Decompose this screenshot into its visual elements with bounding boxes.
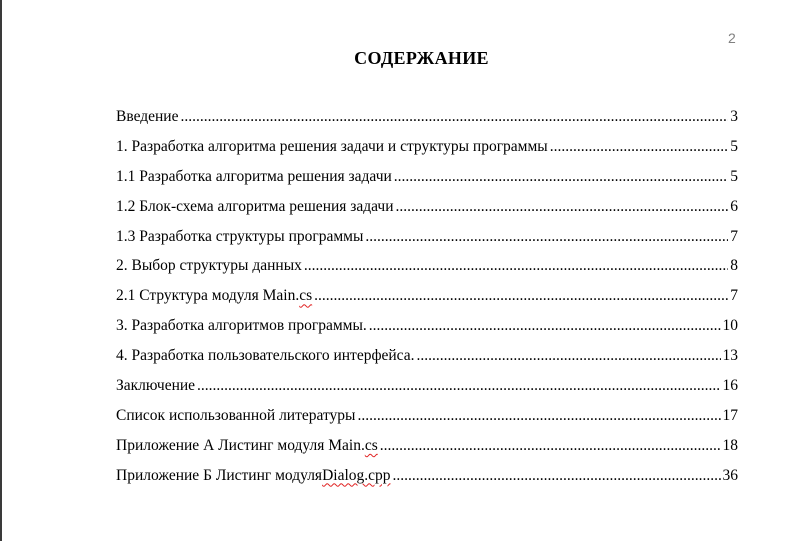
toc-entry-appendix-a[interactable]	[116, 436, 738, 466]
toc-dot-leader	[304, 256, 728, 276]
toc-entry-label: 3. Разработка алгоритмов программы.	[116, 317, 367, 335]
toc-entry-section-1[interactable]	[116, 137, 738, 167]
page-number: 2	[728, 30, 736, 46]
toc-entry-page: 6	[730, 197, 738, 215]
spellcheck-flagged-word: cs	[299, 287, 313, 305]
toc-entry-label: 1.3 Разработка структуры программы	[116, 227, 364, 245]
toc-entry-label: Заключение	[116, 377, 196, 395]
toc-entry-label: 1.1 Разработка алгоритма решения задачи	[116, 167, 392, 185]
toc-dot-leader	[393, 466, 721, 486]
toc-entry-page: 17	[722, 406, 738, 424]
toc-entry-page: 7	[730, 287, 738, 305]
toc-dot-leader	[365, 227, 728, 247]
toc-entry-label: Список использованной литературы	[116, 406, 356, 424]
toc-entry-page: 8	[730, 257, 738, 275]
toc-entry-page: 5	[730, 167, 738, 185]
toc-entry-references[interactable]	[116, 406, 738, 436]
toc-entry-label: 2. Выбор структуры данных	[116, 257, 302, 275]
toc-entry-page: 36	[722, 466, 738, 484]
toc-entry-page: 16	[722, 377, 738, 395]
spellcheck-flagged-word: Dialog.cpp	[322, 466, 391, 484]
toc-entry-page: 7	[730, 227, 738, 245]
toc-entry-label: Введение	[116, 108, 179, 125]
toc-dot-leader	[197, 376, 720, 396]
toc-entry-page: 13	[722, 347, 738, 365]
toc-entry-section-1-1[interactable]	[116, 167, 738, 197]
toc-entry-label: 1. Разработка алгоритма решения задачи и структуры программы	[116, 137, 548, 155]
toc-entry-label	[116, 286, 312, 306]
toc-entry-conclusion[interactable]	[116, 376, 738, 406]
toc-dot-leader	[357, 406, 720, 426]
toc-entry-appendix-b[interactable]	[116, 466, 738, 496]
toc-entry-label	[116, 436, 378, 456]
toc-dot-leader	[417, 346, 721, 366]
toc-entry-label	[116, 466, 391, 486]
toc-entry-label-text: Приложение Б Листинг модуля	[116, 466, 323, 484]
toc-dot-leader	[396, 197, 729, 217]
page-left-edge	[0, 0, 2, 541]
toc-entry-label-text: 2.1 Структура модуля Main.	[116, 287, 300, 305]
spellcheck-flagged-word: cs	[364, 436, 378, 454]
toc-dot-leader	[394, 167, 728, 187]
toc-entry-label: 1.2 Блок-схема алгоритма решения задачи	[116, 197, 394, 215]
toc-dot-leader	[369, 316, 721, 336]
toc-entry-section-1-2[interactable]	[116, 197, 738, 227]
toc-entry-page: 3	[730, 108, 738, 125]
toc-entry-page: 10	[722, 317, 738, 335]
toc-dot-leader	[380, 436, 721, 456]
toc-list	[116, 107, 738, 496]
toc-dot-leader	[550, 137, 729, 157]
toc-entry-introduction[interactable]	[116, 107, 738, 137]
toc-entry-label-text: Приложение А Листинг модуля Main.	[116, 436, 365, 454]
toc-entry-label: 4. Разработка пользовательского интерфейса.	[116, 347, 415, 365]
toc-entry-section-2-1[interactable]	[116, 286, 738, 316]
toc-dot-leader	[180, 107, 728, 127]
toc-entry-section-1-3[interactable]	[116, 227, 738, 257]
toc-dot-leader	[314, 286, 728, 306]
toc-entry-section-3[interactable]	[116, 316, 738, 346]
toc-entry-section-2[interactable]	[116, 256, 738, 286]
toc-title: СОДЕРЖАНИЕ	[354, 48, 489, 68]
toc-entry-page: 5	[730, 137, 738, 155]
toc-entry-section-4[interactable]	[116, 346, 738, 376]
toc-entry-page: 18	[722, 436, 738, 454]
